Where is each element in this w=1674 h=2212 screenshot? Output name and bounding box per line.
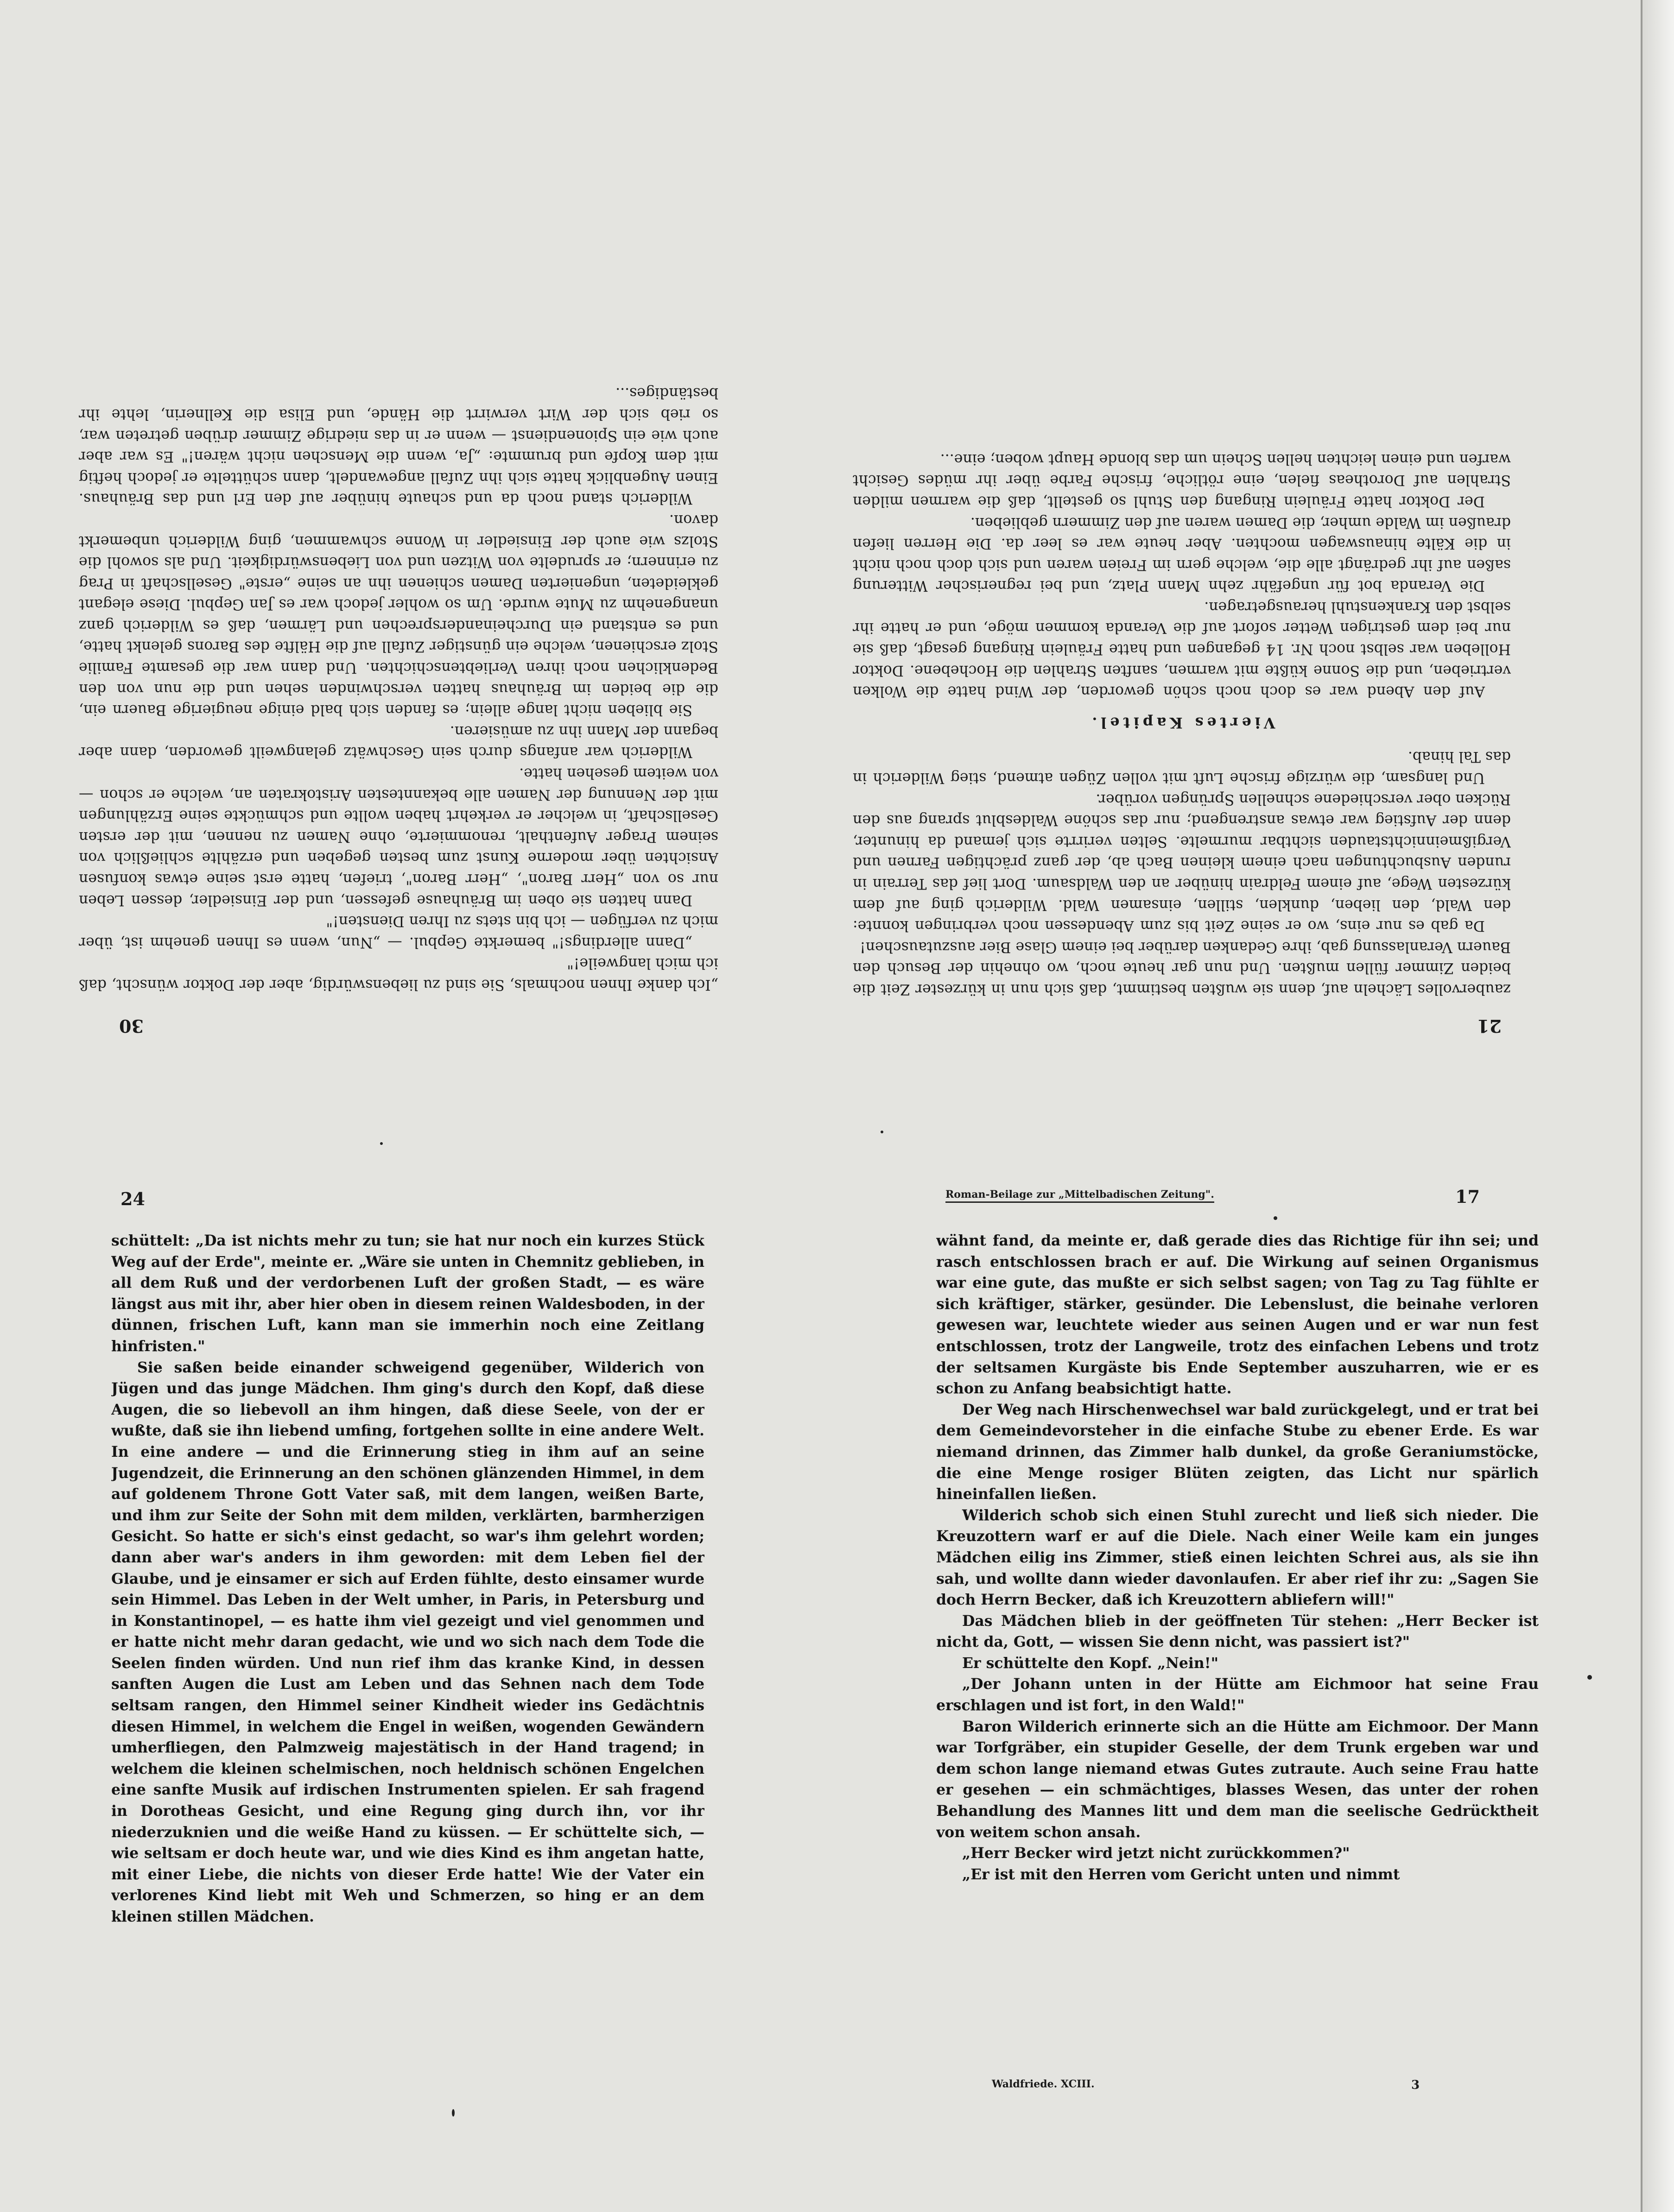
paragraph: Das Mädchen blieb in der geöffneten Tür stehen: „Herr Becker ist nicht da, Gott, — wissen Sie denn nicht, was passiert ist?" xyxy=(936,1612,1539,1651)
scan-speck xyxy=(1274,1216,1277,1220)
lower-left-page-text xyxy=(111,1230,704,2092)
paragraph: Sie saßen beide einander schweigend gegenüber, Wilderich von Jügen und das junge Mädchen. Ihm ging's durch den Kopf, daß diese Augen, die so liebevoll an ihm hingen, daß diese Seele, von der er wußte, daß sie ihn liebend umfing, fortgehen sollte in eine andere Welt. In eine andere — und die Erinnerung stieg in ihm auf an seine Jugendzeit, die Erinnerung an den schönen glänzenden Himmel, in dem auf goldenem Throne Gott Vater saß, mit dem langen, weißen Barte, und ihm zur Seite der Sohn mit dem milden, verklärten, barmherzigen Gesicht. So hatte er sich's einst gedacht, so war's ihm gelehrt worden; dann aber war's anders in ihm geworden: mit dem Leben fiel der Glaube, und je einsamer er sich auf Erden fühlte, desto einsamer wurde sein Himmel. Das Leben in der Welt umher, in Paris, in Petersburg und in Konstantinopel, — es hatte ihm viel gezeigt und viel genommen und er hatte nicht mehr daran gedacht, wie und wo sich nach dem Tode die Seelen finden würden. Und nun rief ihm das kranke Kind, in dessen sanften Augen die Lust am Leben und das Sehnen nach dem Tode seltsam rangen, den Himmel seiner Kindheit wieder ins Gedächtnis diesen Himmel, in welchem die Engel in weißen, wogenden Gewändern umherfliegen, den Palmzweig majestätisch in der Hand tragend; in welchem die kleinen schelmischen, noch heldnisch schönen Engelchen eine sanfte Musik auf irdischen Instrumenten spielen. Er sah fragend in Dorotheas Gesicht, und eine Regung ging durch ihn, vor ihr niederzuknien und die weiße Hand zu küssen. — Er schüttelte sich, — wie seltsam er doch heute war, und wie dies Kind es ihm angetan hatte, mit einer Liebe, die nichts von dieser Erde hatte! Wie der Vater ein verlorenes Kind liebt mit Weh und Schmerzen, so hing er an dem kleinen stillen Mädchen. xyxy=(111,1359,704,1925)
signature-mark: Waldfriede. XCIII. xyxy=(992,2078,1095,2090)
scan-speck xyxy=(881,1131,883,1133)
sheet-number: 3 xyxy=(1411,2078,1420,2092)
paragraph: Wilderich schob sich einen Stuhl zurecht und ließ sich nieder. Die Kreuzottern warf er auf die Diele. Nach einer Weile kam ein junges Mädchen eilig ins Zimmer, stieß einen leichten Schrei aus, als sie ihn sah, und wollte dann wieder davonlaufen. Er aber rief ihr zu: „Sagen Sie doch Herrn Becker, daß ich Kreuzottern abliefern will!" xyxy=(936,1506,1539,1609)
paragraph: „Herr Becker wird jetzt nicht zurückkommen?" xyxy=(962,1845,1350,1862)
paragraph: Wilderich war anfangs durch sein Geschwätz gelangweilt geworden, dann aber begann der Mann ihn zu amüsieren. xyxy=(79,722,718,761)
paragraph: zaubervolles Lächeln auf, denn sie wußten bestimmt, daß sich nun in kürzester Zeit die beiden Zimmer füllen mußten. Und nun gar heute noch, wo ohnehin der Besuch den Bauern Veranlassung gab, ihre Gedanken darüber bei einem Glase Bier auszutauschen! xyxy=(853,938,1511,998)
paragraph: „Dann allerdings!" bemerkte Gepbul. — „Nun, wenn es Ihnen genehm ist, über mich zu verfügen — ich bin stets zu Ihren Diensten!" xyxy=(79,913,718,951)
paragraph: Dann hatten sie oben im Bräuhause gefessen, und der Einsiedler, dessen Leben nur so von „Herr Baron", „Herr Baron", triefen, hatte erst seine etwas konfusen Ansichten über moderne Kunst zum besten gegeben und erzählte schließlich von seinem Prager Aufenthalt, renommierte, ohne Namen zu nennen, mit der ersten Gesellschaft, in welcher er verkehrt haben wollte und schmückte seine Erzählungen mit der Nennung der Namen alle bekanntesten Aristokraten an, welche er schon — von weitem gesehen hatte. xyxy=(79,765,718,909)
page-number: 17 xyxy=(1455,1186,1480,1207)
paragraph: Da gab es nur eins, wo er seine Zeit bis zum Abendessen noch verbringen konnte: den Wald, den lieben, dunklen, stillen, einsamen Wald. Wilderich ging auf dem kürzesten Wege, auf einem Feldrain hinüber an den Waldsaum. Dort lief das Terrain in runden Ausbuchtungen nach einem kleinen Bach ab, der ganz prächtigen Farnen und Vergißmeinnichtstauden sichtbar murmelte. Selten verirrte sich jemand da hinunter, denn der Aufstieg war etwas anstrengend; nur das schöne Waldesblut sprang aus den Rücken ober verschiedene schnellen Sprüngen vorüber. xyxy=(853,790,1511,935)
paragraph: Auf den Abend war es doch noch schön geworden, der Wind hatte die Wolken vertrieben, und die Sonne küßte mit warmen, sanften Strahlen die Hochebene. Doktor Holleben war selbst noch Nr. 14 gegangen und hatte Fräulein Ringang gesagt, daß sie nur bei dem gestrigen Wetter sofort auf die Veranda kommen möge, und er hatte ihr selbst den Krankenstuhl herausgetragen. xyxy=(853,598,1511,700)
upper-right-page-text xyxy=(853,258,1511,999)
paragraph: Die Veranda bot für ungefähr zehn Mann Platz, und bei regnerischer Witterung saßen auf ihr gedrängt alle die, welche gern im Freien waren und sich doch noch nicht in die Kälte hinauswagen mochten. Aber heute war es leer da. Die Herren liefen draußen im Walde umher, die Damen waren auf den Zimmern geblieben. xyxy=(853,514,1511,594)
paragraph: Baron Wilderich erinnerte sich an die Hütte am Eichmoor. Der Mann war Torfgräber, ein stupider Geselle, der dem Trunk ergeben war und dem schon lange niemand etwas Gutes zutraute. Auch seine Frau hatte er gesehen — ein schmächtiges, blasses Wesen, das unter der rohen Behandlung des Mannes litt und dem man die seelische Gedrücktheit von weitem schon ansah. xyxy=(936,1718,1539,1841)
inverted-upper-half xyxy=(0,0,1641,1106)
lower-right-page-text xyxy=(936,1230,1539,2064)
paragraph: Der Doktor hatte Fräulein Ringang den Stuhl so gestellt, daß die warmen milden Strahlen auf Dorotheas fielen, eine rötliche, frische Farbe über ihr müdes Gesicht warfen und einen leichten hellen Schein um das blonde Haupt woben; eine... xyxy=(853,450,1511,510)
paragraph: Wilderich stand noch da und schaute hinüber auf den Erl und das Bräuhaus. Einen Augenblick hatte sich ihn Zufall angewandelt, dann schüttelte er jedoch heftig mit dem Kopfe und brummte: „Ja, wenn die Menschen nicht wären!" Es war aber auch wie ein Spionendienst — wenn er in das niedrige Zimmer drüben getreten war, so rieb sich der Wirt verwirrt die Hände, und Elisa die Kellnerin, lehte ihr beständiges... xyxy=(79,385,718,507)
paragraph: Und langsam, die würzige frische Luft mit vollen Zügen atmend, stieg Wilderich in das Tal hinab. xyxy=(853,748,1511,787)
paragraph: „Der Johann unten in der Hütte am Eichmoor hat seine Frau erschlagen und ist fort, in den Wald!" xyxy=(936,1675,1539,1714)
running-head: Roman-Beilage zur „Mittelbadischen Zeitung". xyxy=(945,1188,1214,1203)
paragraph: Er schüttelte den Kopf. „Nein!" xyxy=(962,1654,1219,1672)
paragraph: „Ich danke Ihnen nochmals, Sie sind zu liebenswürdig, aber der Doktor wünscht, daß ich mich langweile!" xyxy=(79,955,718,993)
page-number: 24 xyxy=(120,1188,145,1209)
scan-speck xyxy=(380,1142,383,1145)
scan-speck xyxy=(1587,1675,1592,1680)
chapter-heading: Viertes Kapitel. xyxy=(1088,714,1275,731)
paragraph: „Er ist mit den Herren vom Gericht unten und nimmt xyxy=(962,1865,1400,1883)
paragraph: Der Weg nach Hirschenwechsel war bald zurückgelegt, und er trat bei dem Gemeindevorsteher in die einfache Stube zu ebener Erde. Es war niemand drinnen, das Zimmer halb dunkel, da große Geraniumstöcke, die eine Menge rosiger Blüten zeigten, das Licht nur spärlich hineinfallen ließen. xyxy=(936,1401,1539,1503)
paragraph: schüttelt: „Da ist nichts mehr zu tun; sie hat nur noch ein kurzes Stück Weg auf der Erde", meinte er. „Wäre sie unten in Chemnitz geblieben, in all dem Ruß und der verdorbenen Luft der großen Stadt, — es wäre längst aus mit ihr, aber hier oben in diesem reinen Waldesboden, in der dünnen, frischen Luft, kann man sie immerhin noch eine Zeitlang hinfristen." xyxy=(111,1232,704,1355)
paragraph: Sie blieben nicht lange allein; es fanden sich bald einige neugierige Bauern ein, die die beiden im Bräuhaus hatten verschwinden sehen und die nun von den Bedenklichen noch ihren Verliebtenschichten. Und dann war die gesamte Familie Stolz erschienen, welche ein günstiger Zufall auf die Hälfte des Barons gelenkt hatte, und es entstand ein Durcheinandersprechen und Lärmen, daß es Wilderich ganz unangenehm zu Mute wurde. Um so wohler jedoch war es Jan Gepbul. Diese elegant gekleideten, ungenierten Damen schienen ihn an seine „erste" Gesellschaft in Prag zu erinnern; er sprudelte von Witzen und von Liebenswürdigkeit. Und als sowohl die Stolzs wie auch der Einsiedler in Wonne schwammen, ging Wilderich unbemerkt davon. xyxy=(79,511,718,719)
paragraph: wähnt fand, da meinte er, daß gerade dies das Richtige für ihn sei; und rasch entschlossen brach er auf. Die Wirkung auf seinen Organismus war eine gute, das mußte er sich selbst sagen; von Tag zu Tag fühlte er sich kräftiger, stärker, gesünder. Die Lebenslust, die beinahe verloren gewesen war, leuchtete wieder aus seinen Augen und er war nun fest entschlossen, trotz der Langweile, trotz des einfachen Lebens und trotz der seltsamen Kurgäste bis Ende September auszuharren, wie er es schon zu Anfang beabsichtigt hatte. xyxy=(936,1232,1539,1397)
page-number: 30 xyxy=(119,1016,144,1036)
page-number: 21 xyxy=(1477,1016,1502,1036)
upper-left-page-text xyxy=(79,346,718,995)
scan-speck xyxy=(452,2109,455,2117)
scan-edge xyxy=(1642,0,1674,2212)
